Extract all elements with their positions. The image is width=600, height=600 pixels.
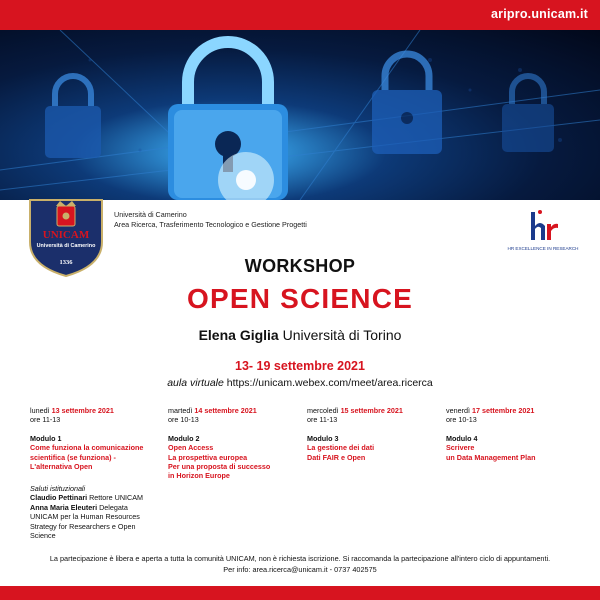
padlock-main-icon xyxy=(168,42,288,200)
module-topic-line: scientifica (se funziona) - xyxy=(30,452,116,462)
bottom-banner xyxy=(0,586,600,600)
speaker-name: Elena Giglia xyxy=(198,327,279,343)
module-label: Modulo 3 xyxy=(307,433,339,443)
module-weekday: venerdì xyxy=(446,406,470,415)
hr-icon xyxy=(531,210,558,240)
module-weekday: mercoledì xyxy=(307,406,339,415)
module-weekday: martedì xyxy=(168,406,193,415)
module-1 xyxy=(30,406,165,471)
logo-subtitle: Università di Camerino xyxy=(36,243,96,249)
greeting-person-2-role-line: Science xyxy=(30,531,56,541)
contact-info: Per info: area.ricerca@unicam.it - 0737 402575 xyxy=(223,565,377,574)
padlock-illustration xyxy=(0,30,600,200)
module-topic-line: La gestione dei dati xyxy=(307,443,375,453)
institution-name: Università di Camerino xyxy=(114,210,187,219)
padlock-left-icon xyxy=(45,76,101,158)
logo-year: 1336 xyxy=(59,259,73,266)
module-date: 17 settembre 2021 xyxy=(471,406,535,415)
module-topic-line: in Horizon Europe xyxy=(168,471,230,481)
institutional-greetings xyxy=(30,484,165,540)
event-kind: WORKSHOP xyxy=(244,256,356,276)
event-title: OPEN SCIENCE xyxy=(187,283,413,314)
module-day xyxy=(168,406,303,415)
module-topic-line: Open Access xyxy=(168,443,214,453)
greeting-person-2-role-line: UNICAM per la Human Resources xyxy=(30,512,140,522)
module-day xyxy=(307,406,442,415)
module-day xyxy=(30,406,165,415)
module-topic-line: Per una proposta di successo xyxy=(168,462,271,472)
speaker xyxy=(0,327,600,343)
greeting-person-1-name: Claudio Pettinari xyxy=(30,493,88,503)
module-topic-line: un Data Management Plan xyxy=(446,452,536,462)
module-topic-line: Dati FAIR e Open xyxy=(307,452,366,462)
module-topic-line: La prospettiva europea xyxy=(168,452,248,462)
module-4 xyxy=(446,406,581,462)
module-topic-line: Come funziona la comunicazione xyxy=(30,443,144,453)
module-weekday: lunedì xyxy=(30,406,50,415)
padlock-right-icon xyxy=(372,54,442,154)
greeting-person-2-role: Delegata xyxy=(99,502,128,512)
padlock-far-right-icon xyxy=(502,76,554,152)
hero-padlock-image xyxy=(0,30,600,200)
module-hours: ore 10-13 xyxy=(446,415,477,425)
institution-block xyxy=(114,210,307,230)
greetings-heading: Saluti istituzionali xyxy=(30,484,86,493)
module-topic-line: Scrivere xyxy=(446,443,475,453)
module-day xyxy=(446,406,581,415)
module-date: 14 settembre 2021 xyxy=(194,406,257,415)
module-date: 13 settembre 2021 xyxy=(51,406,114,415)
virtual-room-link[interactable]: https://unicam.webex.com/meet/area.ricerca xyxy=(226,377,433,389)
module-label: Modulo 4 xyxy=(446,433,478,443)
hr-caption: HR EXCELLENCE IN RESEARCH xyxy=(507,246,579,251)
greeting-person-2-name: Anna Maria Eleuteri xyxy=(30,502,98,512)
module-2 xyxy=(168,406,303,481)
virtual-room xyxy=(0,377,600,389)
module-hours: ore 11-13 xyxy=(30,415,61,425)
top-banner xyxy=(0,0,600,30)
logo-name: UNICAM xyxy=(42,229,90,241)
module-hours: ore 11-13 xyxy=(307,415,338,425)
greeting-person-1-role: Rettore UNICAM xyxy=(89,493,144,503)
participation-note: La partecipazione è libera e aperta a tutta la comunità UNICAM, non è richiesta iscrizione. Si raccomanda la partecipazione all'intero ciclo di appuntamenti. xyxy=(49,554,551,563)
virtual-room-label: aula virtuale xyxy=(167,377,224,389)
module-topic-line: L'alternativa Open xyxy=(30,462,93,472)
module-label: Modulo 1 xyxy=(30,433,62,443)
module-date: 15 settembre 2021 xyxy=(340,406,403,415)
institution-department: Area Ricerca, Trasferimento Tecnologico e Gestione Progetti xyxy=(114,220,307,229)
module-3 xyxy=(307,406,442,462)
speaker-affiliation: Università di Torino xyxy=(282,327,402,343)
module-label: Modulo 2 xyxy=(168,433,200,443)
site-link[interactable]: aripro.unicam.it xyxy=(491,7,588,21)
greeting-person-2-role-line: Strategy for Researchers e Open xyxy=(30,521,136,531)
event-dates: 13- 19 settembre 2021 xyxy=(235,359,365,373)
module-hours: ore 10-13 xyxy=(168,415,199,425)
